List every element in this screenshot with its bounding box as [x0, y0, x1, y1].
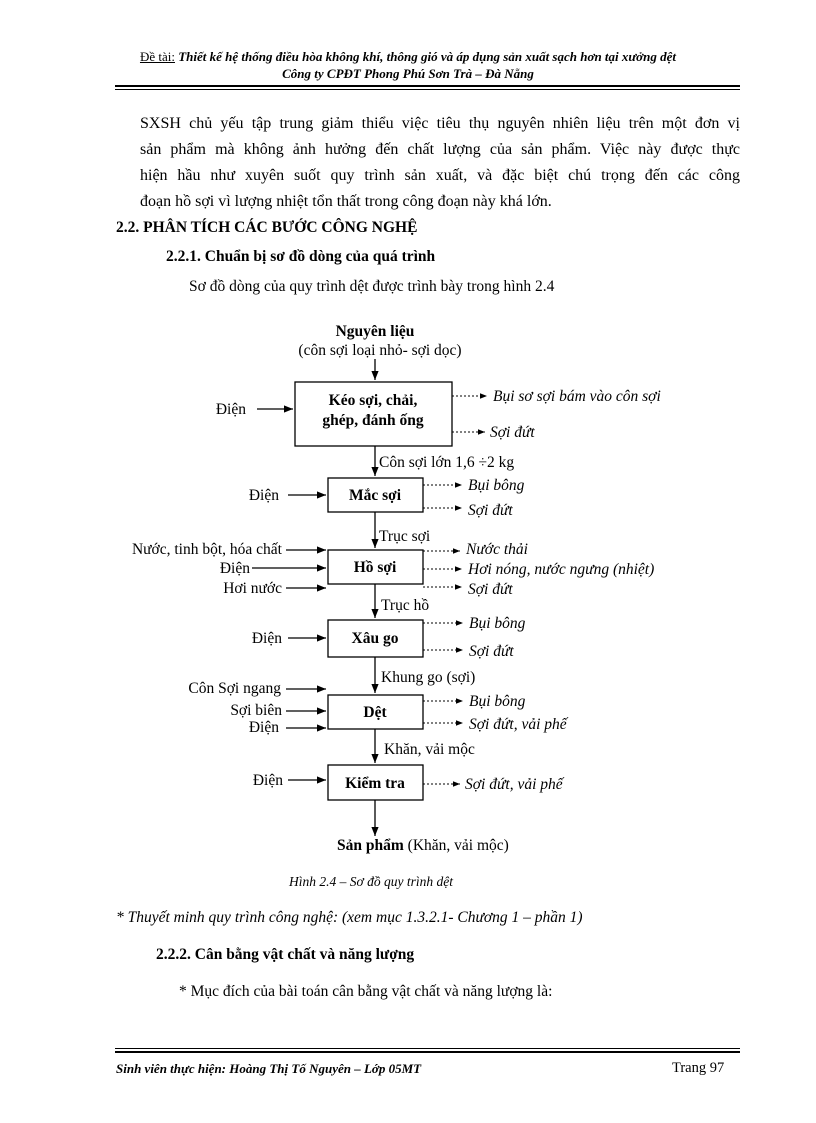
- intro-line-4: đoạn hồ sợi vì lượng nhiệt tổn thất trong công đoạn này khá lớn.: [140, 193, 552, 210]
- footer-page-label: Trang: [672, 1060, 707, 1076]
- output-label-det-2: Sợi đứt, vải phế: [469, 716, 567, 733]
- footer-page-number: 97: [709, 1060, 725, 1076]
- output-label-keo-soi-2: Sợi đứt: [490, 424, 535, 441]
- flow-label-3: Trục hồ: [381, 597, 430, 614]
- input-label-keo-soi: Điện: [215, 401, 246, 418]
- flow-label-4: Khung go (sợi): [381, 669, 476, 686]
- footer-author: Sinh viên thực hiện: Hoàng Thị Tố Nguyên – Lớp 05MT: [116, 1061, 422, 1076]
- product-label: [337, 837, 509, 854]
- section-2-2-heading: 2.2. PHÂN TÍCH CÁC BƯỚC CÔNG NGHỆ: [116, 219, 418, 236]
- flow-label-5: Khăn, vải mộc: [384, 741, 475, 758]
- intro-line-2: sản phẩm mà không ảnh hưởng đến chất lượng của sản phẩm. Việc này được thực: [140, 141, 740, 158]
- intro-line-1: SXSH chủ yếu tập trung giảm thiểu việc tiêu thụ nguyên nhiên liệu trên một đơn vị: [140, 115, 740, 132]
- figure-caption: Hình 2.4 – Sơ đồ quy trình dệt: [289, 874, 453, 889]
- step-name-det: Dệt: [363, 704, 387, 721]
- flow-label-2: Trục sợi: [379, 528, 431, 545]
- step-name-xau-go: Xâu go: [351, 630, 399, 647]
- step-name-keo-soi-line1: Kéo sợi, chải,: [328, 392, 418, 409]
- input-label-det-2: Sợi biên: [230, 702, 282, 719]
- section-2-2-1-heading: 2.2.1. Chuẩn bị sơ đồ dòng của quá trình: [166, 248, 436, 265]
- step-name-ho-soi: Hồ sợi: [353, 559, 397, 576]
- input-detail: (côn sợi loại nhỏ- sợi dọc): [298, 342, 462, 359]
- intro-line-3: hiện hầu như xuyên suốt quy trình sản xuất, và đặc biệt chú trọng đến các công: [140, 167, 740, 184]
- output-label-kiem-tra: Sợi đứt, vải phế: [465, 776, 563, 793]
- step-name-kiem-tra: Kiểm tra: [345, 775, 405, 792]
- input-label-det-1: Côn Sợi ngang: [188, 680, 281, 697]
- flow-label-1: Côn sợi lớn 1,6 ÷2 kg: [379, 454, 515, 471]
- input-label-det-3: Điện: [248, 719, 279, 736]
- input-label-ho-soi-3: Hơi nước: [223, 580, 282, 597]
- product-label-bold: Sản phẩm: [337, 837, 404, 854]
- input-label-ho-soi-2: Điện: [219, 560, 250, 577]
- footer-rule-thick: [115, 1051, 740, 1053]
- output-label-ho-soi-2: Hơi nóng, nước ngưng (nhiệt): [468, 561, 655, 578]
- input-label-kiem-tra: Điện: [252, 772, 283, 789]
- output-label-mac-soi-2: Sợi đứt: [468, 502, 513, 519]
- input-title: Nguyên liệu: [335, 323, 415, 340]
- section-2-2-2-heading: 2.2.2. Cân bằng vật chất và năng lượng: [156, 946, 415, 963]
- explanation-note: * Thuyết minh quy trình công nghệ: (xem mục 1.3.2.1- Chương 1 – phần 1): [116, 909, 583, 926]
- output-label-ho-soi-3: Sợi đứt: [468, 581, 513, 598]
- output-label-xau-go-1: Bụi bông: [469, 615, 526, 632]
- product-label-detail: (Khăn, vải mộc): [403, 837, 509, 854]
- output-label-mac-soi-1: Bụi bông: [468, 477, 525, 494]
- flow-intro-text: Sơ đồ dòng của quy trình dệt được trình bày trong hình 2.4: [189, 278, 555, 295]
- header-title-line2: Công ty CPĐT Phong Phú Sơn Trà – Đà Nẵng: [282, 66, 534, 81]
- footer-page: [672, 1060, 724, 1077]
- purpose-line: * Mục đích của bài toán cân bằng vật chất và năng lượng là:: [179, 983, 553, 1000]
- output-label-ho-soi-1: Nước thải: [466, 541, 528, 558]
- output-label-det-1: Bụi bông: [469, 693, 526, 710]
- step-name-mac-soi: Mắc sợi: [348, 487, 402, 504]
- input-label-mac-soi: Điện: [248, 487, 279, 504]
- input-label-ho-soi-1: Nước, tinh bột, hóa chất: [131, 541, 282, 558]
- step-name-keo-soi-line2: ghép, đánh ống: [322, 412, 424, 429]
- header-label: Đề tài:: [139, 49, 175, 64]
- header-title-text: Thiết kế hệ thống điều hòa không khí, thông gió và áp dụng sản xuất sạch hơn tại xưởng dệt: [178, 49, 677, 64]
- output-label-xau-go-2: Sợi đứt: [469, 643, 514, 660]
- input-label-xau-go: Điện: [251, 630, 282, 647]
- footer-rule-thin: [115, 1048, 740, 1049]
- output-label-keo-soi-1: Bụi sơ sợi bám vào côn sợi: [493, 388, 661, 405]
